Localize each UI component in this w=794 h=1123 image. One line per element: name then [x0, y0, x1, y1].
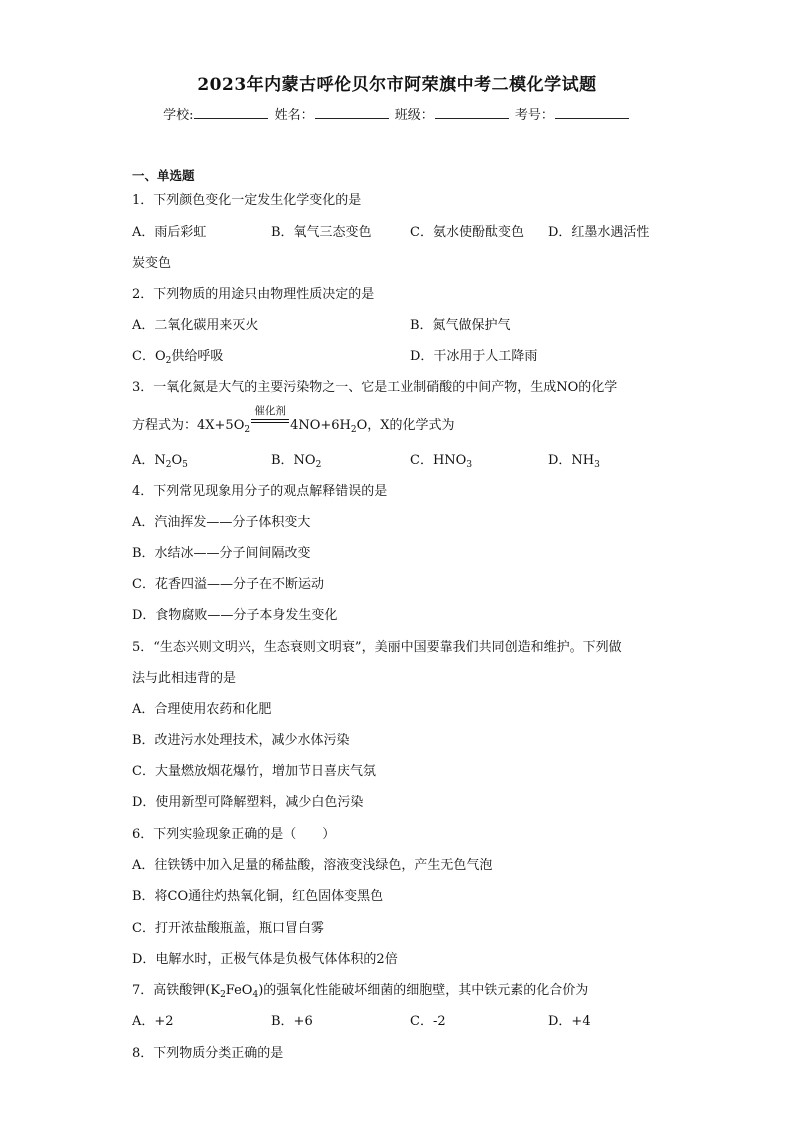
q3-option-c: C．$HNO_3$: [410, 453, 473, 470]
page-title: 2023年内蒙古呼伦贝尔市阿荣旗中考二模化学试题: [197, 75, 597, 95]
q6-option-a: A．往铁锈中加入足量的稀盐酸，溶液变浅绿色，产生无色气泡: [132, 858, 493, 873]
exam-no-blank[interactable]: [555, 106, 629, 119]
class-label: 班级：: [394, 108, 434, 123]
section-title: 一、单选题: [132, 168, 195, 183]
q3-option-d: D．$NH_3$: [548, 453, 600, 470]
q4-option-d: D．食物腐败——分子本身发生变化: [132, 608, 338, 623]
q5-option-c: C．大量燃放烟花爆竹，增加节日喜庆气氛: [132, 764, 376, 779]
q2-option-b: B．氮气做保护气: [410, 318, 511, 333]
q4-stem: 4．下列常见现象用分子的观点解释错误的是: [132, 484, 388, 499]
q3-option-a: A．$N_2O_5$: [132, 453, 188, 470]
q5-option-b: B．改进污水处理技术，减少水体污染: [132, 733, 350, 748]
q1-option-d-continued: 炭变色: [132, 256, 172, 271]
name-label: 姓名：: [274, 108, 314, 123]
q7-option-c: C．-2: [410, 1014, 446, 1029]
q8-stem: 8．下列物质分类正确的是: [132, 1046, 284, 1061]
student-info-line: [0, 104, 794, 123]
q3-stem-line1: 3．一氧化氮是大气的主要污染物之一、它是工业制硝酸的中间产物，生成NO的化学: [132, 380, 618, 395]
catalyst-equals-sign: [251, 405, 289, 427]
q5-stem-line2: 法与此相违背的是: [132, 671, 237, 686]
q2-option-a: A．二氧化碳用来灭火: [132, 318, 259, 333]
q6-stem: 6．下列实验现象正确的是（ ）: [132, 827, 336, 842]
q4-option-b: B．水结冰——分子间间隔改变: [132, 546, 311, 561]
q2-option-d: D．干冰用于人工降雨: [410, 349, 538, 364]
q1-option-a: A．雨后彩虹: [132, 225, 207, 240]
q4-option-a: A．汽油挥发——分子体积变大: [132, 515, 311, 530]
name-blank[interactable]: [315, 106, 389, 119]
q6-option-b: B．将CO通往灼热氧化铜，红色固体变黑色: [132, 889, 384, 904]
catalyst-label: 催化剂: [254, 405, 286, 417]
class-blank[interactable]: [435, 106, 509, 119]
q1-stem: 1．下列颜色变化一定发生化学变化的是: [132, 193, 362, 208]
q5-option-d: D．使用新型可降解塑料，减少白色污染: [132, 795, 364, 810]
school-blank[interactable]: [194, 106, 268, 119]
q7-option-a: A．+2: [132, 1014, 174, 1029]
q6-option-c: C．打开浓盐酸瓶盖，瓶口冒白雾: [132, 921, 324, 936]
q7-stem: 7．高铁酸钾$(K_2FeO_4)$的强氧化性能破坏细菌的细胞壁，其中铁元素的化合价为: [132, 983, 589, 1000]
q7-option-b: B．+6: [271, 1014, 313, 1029]
q4-option-c: C．花香四溢——分子在不断运动: [132, 577, 324, 592]
q7-option-d: D．+4: [548, 1014, 591, 1029]
q1-option-b: B．氧气三态变色: [271, 225, 372, 240]
q2-option-c: C．$O_2$供给呼吸: [132, 349, 224, 366]
q1-option-c: C．氨水使酚酞变色: [410, 225, 524, 240]
school-label: 学校:: [163, 108, 194, 123]
q1-option-d: D．红墨水遇活性: [548, 225, 650, 240]
q2-stem: 2．下列物质的用途只由物理性质决定的是: [132, 287, 375, 302]
exam-no-label: 考号：: [514, 108, 554, 123]
q3-stem-line2: 方程式为：$4X+5O_2$ 催化剂 $4NO+6H_2O$，X的化学式为: [132, 405, 455, 435]
q3-option-b: B．$NO_2$: [271, 453, 322, 470]
q5-option-a: A．合理使用农药和化肥: [132, 702, 272, 717]
q6-option-d: D．电解水时，正极气体是负极气体体积的2倍: [132, 952, 398, 967]
q5-stem-line1: 5．“生态兴则文明兴，生态衰则文明衰”，美丽中国要靠我们共同创造和维护。下列做: [132, 640, 622, 655]
